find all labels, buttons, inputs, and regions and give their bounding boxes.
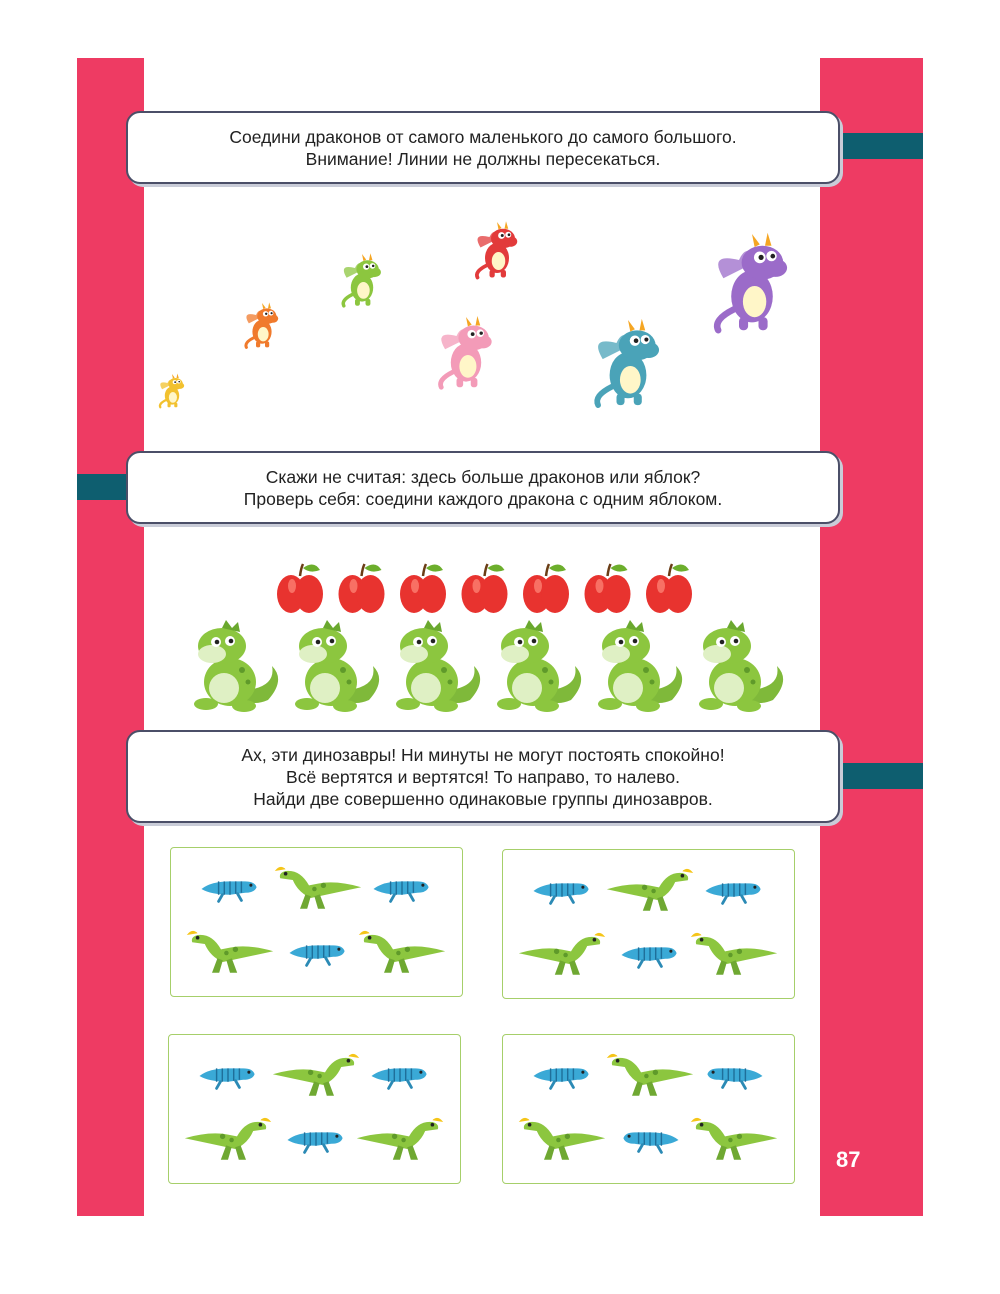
page-number: 87 [836, 1147, 861, 1172]
apple-icon [585, 564, 631, 613]
trex-icon [359, 931, 445, 973]
task1-line-2: Внимание! Линии не должны пересекаться. [305, 148, 661, 169]
apple-row [277, 564, 692, 613]
trex-icon [357, 1118, 443, 1160]
trex-icon [519, 933, 605, 975]
lizard-icon [706, 883, 761, 903]
trex-icon [185, 1118, 271, 1160]
dragon-icon [246, 302, 278, 347]
trex-icon [275, 867, 361, 909]
lizard-icon [200, 1068, 255, 1088]
lizard-icon [202, 881, 257, 901]
apple-icon [523, 564, 569, 613]
lizard-icon [707, 1068, 762, 1088]
lizard-icon [372, 1068, 427, 1088]
lizard-icon [623, 1132, 678, 1152]
dragon-icon [597, 319, 659, 405]
trex-icon [187, 931, 273, 973]
trex-icon [607, 1054, 693, 1096]
apple-icon [277, 564, 323, 613]
dragon-icon [441, 316, 492, 387]
task3-line-3: Найди две совершенно одинаковые группы динозавров. [253, 788, 713, 809]
apple-icon [400, 564, 446, 613]
lizard-icon [534, 1068, 589, 1088]
dinosaur-icon [598, 620, 682, 712]
lizard-icon [290, 945, 345, 965]
trex-icon [691, 1118, 777, 1160]
lizard-icon [374, 881, 429, 901]
dinosaur-groups [185, 867, 777, 1160]
dragon-icon [717, 233, 787, 331]
trex-icon [273, 1054, 359, 1096]
trex-icon [691, 933, 777, 975]
apple-icon [462, 564, 508, 613]
lizard-icon [288, 1132, 343, 1152]
trex-icon [519, 1118, 605, 1160]
dinosaur-icon [497, 620, 581, 712]
dinosaur-icon [295, 620, 379, 712]
dragon-icon [160, 374, 184, 408]
dinosaur-icon [699, 620, 783, 712]
apple-icon [339, 564, 385, 613]
apple-icon [646, 564, 692, 613]
task1-line-1: Соедини драконов от самого маленького до самого большого. [229, 126, 737, 147]
lizard-icon [622, 947, 677, 967]
task2-line-1: Скажи не считая: здесь больше драконов или яблок? [265, 466, 701, 487]
dragon-icon [477, 221, 517, 277]
dinosaur-icon [194, 620, 278, 712]
dragons-to-connect [160, 221, 787, 407]
task3-line-1: Ах, эти динозавры! Ни минуты не могут постоять спокойно! [241, 744, 725, 765]
trex-icon [607, 869, 693, 911]
task2-line-2: Проверь себя: соедини каждого дракона с одним яблоком. [243, 488, 723, 509]
dinosaur-icon [396, 620, 480, 712]
task3-line-2: Всё вертятся и вертятся! То направо, то налево. [286, 766, 680, 787]
lizard-icon [534, 883, 589, 903]
sitting-dinosaur-row [194, 620, 783, 712]
dragon-icon [343, 253, 381, 305]
